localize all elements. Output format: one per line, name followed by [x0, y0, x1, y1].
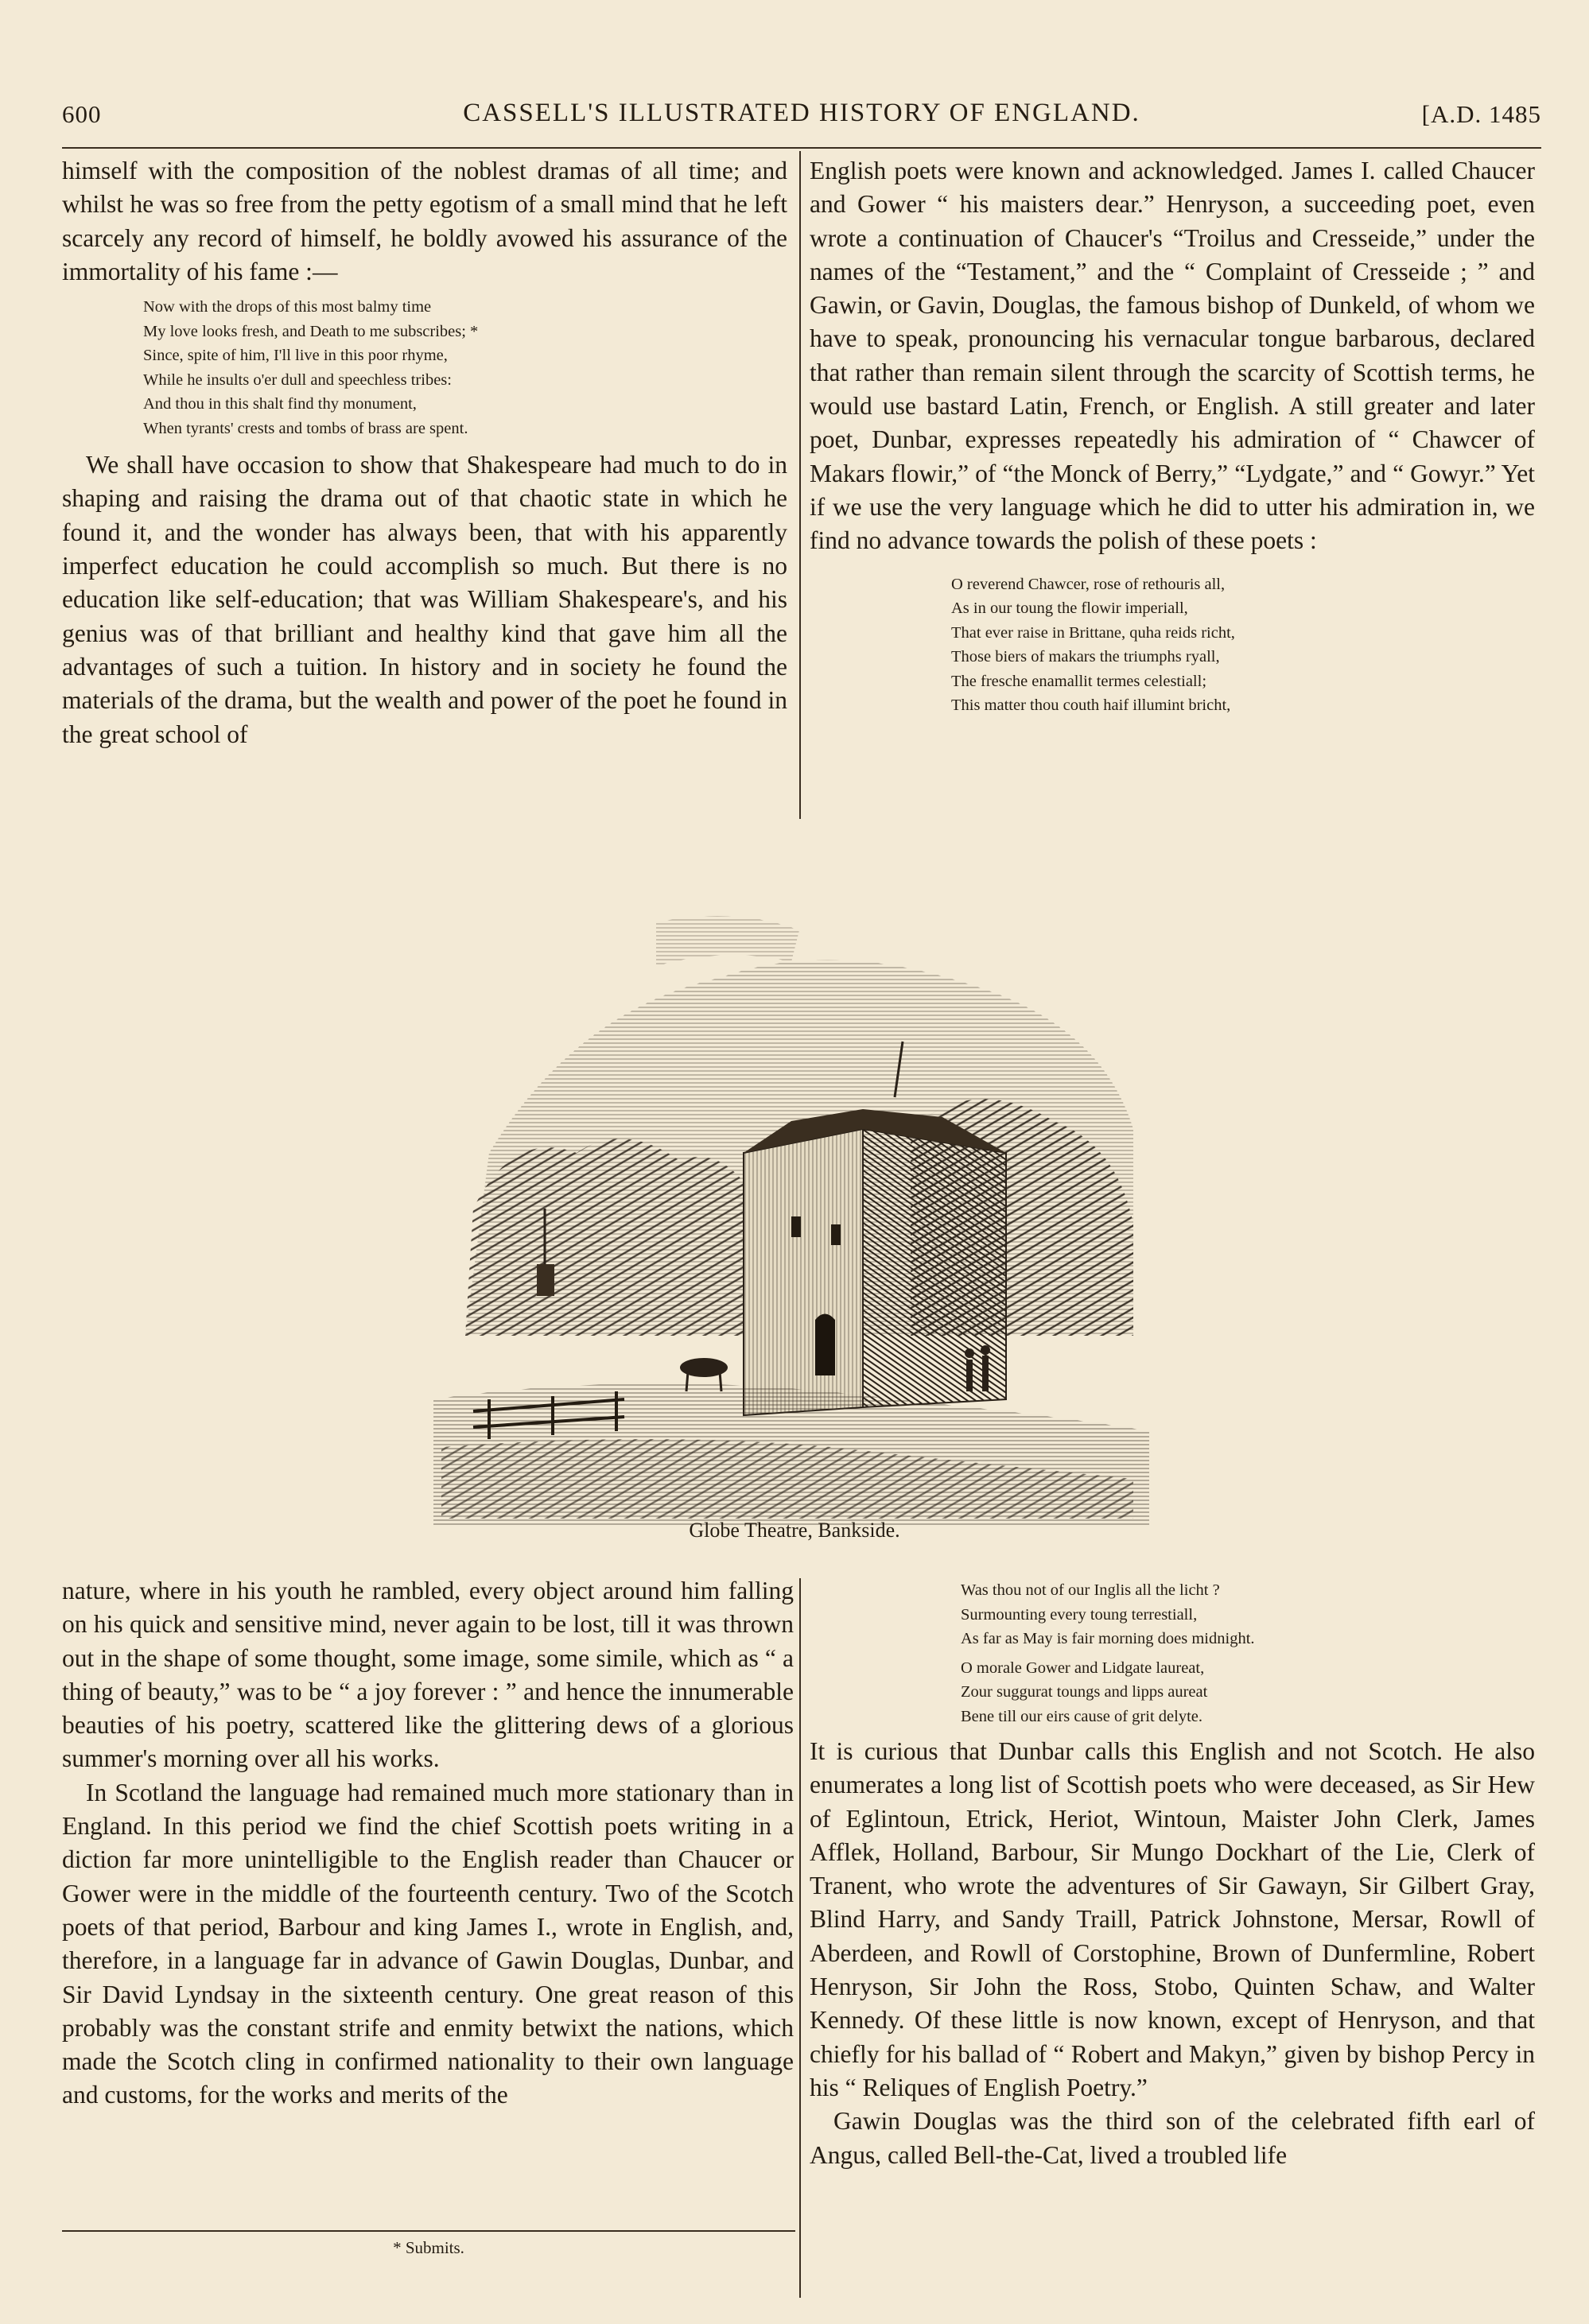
sonnet-quotation — [143, 295, 787, 440]
verse-line: O morale Gower and Lidgate laureat, — [961, 1659, 1205, 1677]
verse-line: O reverend Chawcer, rose of rethouris all, — [951, 575, 1226, 593]
verse-line: Bene till our eirs cause of grit delyte. — [961, 1707, 1202, 1725]
verse-line: That ever raise in Brittane, quha reids richt, — [951, 623, 1235, 642]
right-column-top — [810, 154, 1535, 726]
left-column-top — [62, 154, 787, 751]
verse-line: This matter thou couth haif illumint bricht, — [951, 696, 1231, 715]
verse-line: Those biers of makars the triumphs ryall, — [951, 648, 1220, 666]
footnote-rule — [62, 2230, 795, 2232]
paragraph: Gawin Douglas was the third son of the celebrated fifth earl of Angus, called Bell-the-Cat, lived a troubled life — [810, 2107, 1535, 2169]
verse-line: As in our toung the flowir imperiall, — [951, 599, 1188, 618]
verse-line: Was thou not of our Inglis all the licht ? — [961, 1581, 1220, 1599]
figure-caption: Globe Theatre, Bankside. — [689, 1519, 900, 1542]
verse-line: When tyrants' crests and tombs of brass are spent. — [143, 419, 468, 437]
verse-line: While he insults o'er dull and speechless tribes: — [143, 371, 452, 389]
verse-line: Now with the drops of this most balmy time — [143, 298, 432, 316]
verse-line: The fresche enamallit termes celestiall; — [951, 672, 1207, 690]
paragraph: English poets were known and acknowledged. James I. called Chaucer and Gower “ his maisters dear.” Henryson, a succeeding poet, even wrote a continuation of Chaucer's “Troilus and Cresseide,” under the names of the “Testament,” and the “ Complaint of Cresseide ; ” and Gawin, or Gavin, Douglas, the famous bishop of Dunkeld, of whom we have to speak, pronouncing his vernacular tongue barbarous, declared that rather than remain silent through the scarcity of Scottish terms, he would use bastard Latin, French, or English. A still greater and later poet, Dunbar, expresses repeatedly his admiration of “ Chawcer of Makars flowir,” of “the Monck of Berry,” “Lydgate,” and “ Gowyr.” Yet if we use the very language which he did to utter his admiration in, we find no advance towards the polish of these poets : — [810, 157, 1535, 555]
left-column-bottom — [62, 1574, 794, 2113]
paragraph: nature, where in his youth he rambled, every object around him falling on his quick and sensitive mind, never again to be lost, till it was thrown out in the shape of some thought, some image, some simile, which as “ a thing of beauty,” was to be “ a joy forever : ” and hence the innumerable beauties of his poetry, scattered like the glittering dews of a glorious summer's morning over all his works. — [62, 1577, 794, 1773]
paragraph: In Scotland the language had remained much more stationary than in England. In this period we find the chief Scottish poets writing in a diction far more unintelligible to the English reader than Chaucer or Gower were in the middle of the fourteenth century. Two of the Scotch poets of that period, Barbour and king James I., wrote in English, and, therefore, in a language far in advance of Gawin Douglas, Dunbar, and Sir David Lyndsay in the sixteenth century. One great reason of this probably was the constant strife and enmity betwixt the nations, which made the Scotch cling in confirmed nationality to their own language and customs, for the works and merits of the — [62, 1778, 794, 2109]
verse-line: And thou in this shalt find thy monument, — [143, 395, 417, 413]
verse-line: Zour suggurat toungs and lipps aureat — [961, 1683, 1208, 1701]
right-column-bottom — [810, 1578, 1535, 2172]
dunbar-quotation-continued — [961, 1578, 1535, 1728]
verse-line: My love looks fresh, and Death to me subscribes; * — [143, 322, 479, 340]
running-title: CASSELL'S ILLUSTRATED HISTORY OF ENGLAND. — [463, 99, 1140, 127]
paragraph: himself with the composition of the noblest dramas of all time; and whilst he was so free from the petty egotism of a small mind that he left scarcely any record of himself, he boldly avowed his assurance of the immortality of his fame :— — [62, 157, 787, 285]
dunbar-quotation — [951, 572, 1535, 718]
globe-theatre-engraving — [418, 890, 1165, 1527]
column-divider — [799, 1578, 801, 2298]
verse-line: Surmounting every toung terrestiall, — [961, 1605, 1198, 1624]
verse-line: As far as May is fair morning does midnight. — [961, 1630, 1255, 1647]
paragraph: We shall have occasion to show that Shakespeare had much to do in shaping and raising the drama out of that chaotic state in which he found it, and the wonder has always been, that with his apparently imperfect education he could accomplish so much. But there is no education like self-education; that was William Shakespeare's, and his genius was of that brilliant and healthy kind that gave him all the advantages of such a tuition. In history and in society he found the materials of the drama, but the wealth and power of the poet he found in the great school of — [62, 451, 787, 748]
column-divider — [799, 151, 801, 819]
verse-line: Since, spite of him, I'll live in this poor rhyme, — [143, 347, 448, 365]
page-number: 600 — [62, 100, 102, 128]
header-rule — [62, 147, 1541, 149]
paragraph: It is curious that Dunbar calls this English and not Scotch. He also enumerates a long list of Scottish poets who were deceased, as Sir Hew of Eglintoun, Etrick, Heriot, Wintoun, Maister John Clerk, James Afflek, Holland, Barbour, Sir Mungo Dockhart of the Lie, Clerk of Tranent, who wrote the adventures of Sir Gawayn, Sir Gilbert Gray, Blind Harry, and Sandy Traill, Patrick Johnstone, Mersar, Rowll of Aberdeen, and Rowll of Corstophine, Brown of Dunfermline, Robert Henryson, Sir John the Ross, Stobo, Quinten Schaw, and Walter Kennedy. Of these little is now known, except of Henryson, and that chiefly for his ballad of “ Robert and Makyn,” given by bishop Percy in his “ Reliques of English Poetry.” — [810, 1737, 1535, 2101]
header-date: [A.D. 1485 — [1421, 100, 1541, 128]
running-header — [62, 94, 1541, 135]
footnote: * Submits. — [393, 2238, 464, 2257]
